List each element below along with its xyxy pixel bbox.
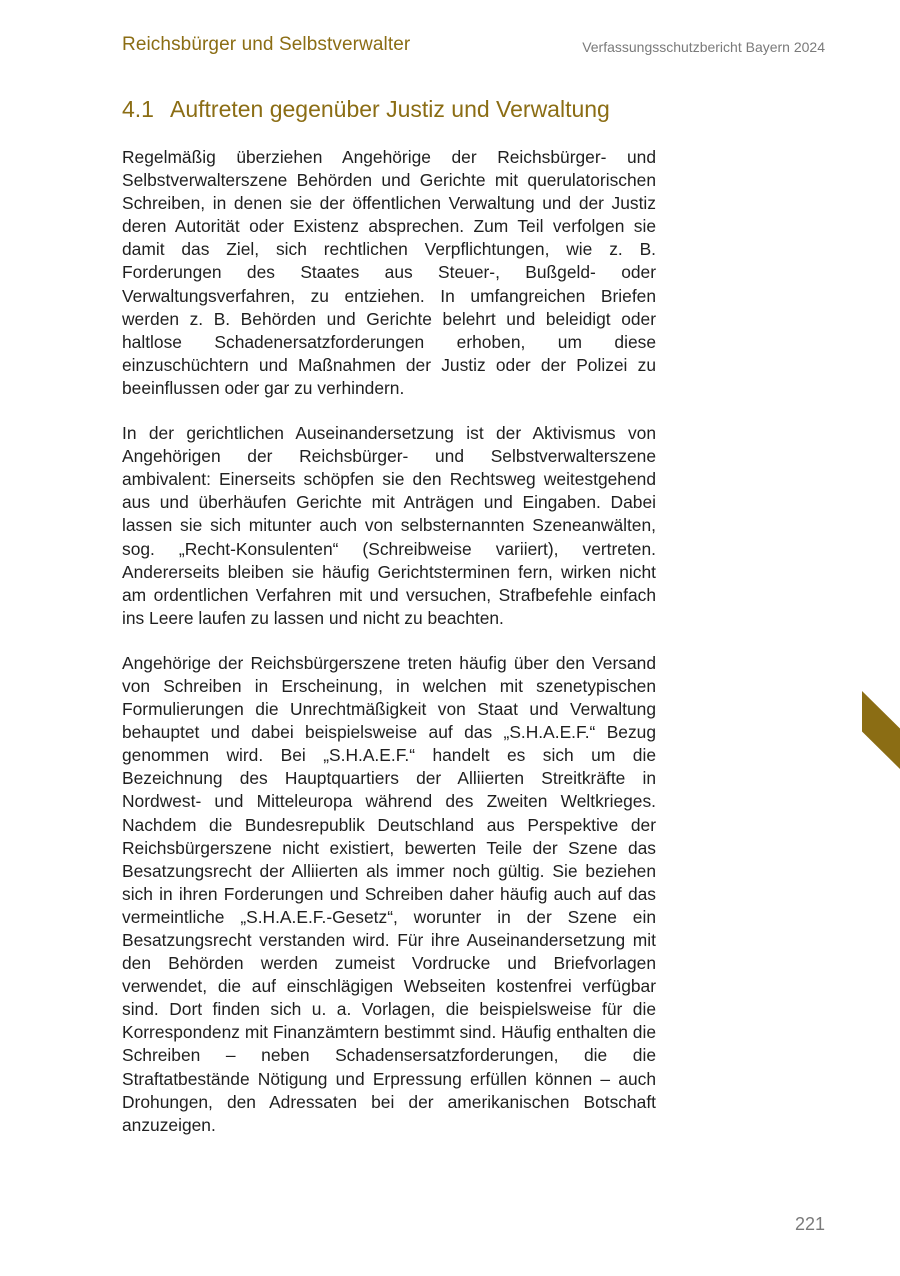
chapter-tab-marker xyxy=(862,691,900,769)
section-title: Auftreten gegenüber Justiz und Verwaltung xyxy=(170,96,610,122)
report-title: Verfassungsschutzbericht Bayern 2024 xyxy=(582,39,825,55)
running-title: Reichsbürger und Selbstverwalter xyxy=(122,34,411,55)
section-number: 4.1 xyxy=(122,96,154,122)
paragraph: Angehörige der Reichsbürgerszene treten häufig über den Versand von Schreiben in Erscheinung, in welchen mit szenetypischen Formulierungen die Unrechtmäßigkeit von Staat und Verwaltung behauptet und dabei beispielsweise auf das „S.H.A.E.F.“ Bezug genommen wird. Bei „S.H.A.E.F.“ handelt es sich um die Bezeichnung des Hauptquartiers der Alliierten Streitkräfte in Nordwest- und Mitteleuropa während des Zweiten Weltkrieges. Nachdem die Bundesrepublik Deutschland aus Perspektive der Reichsbürgerszene nicht existiert, bewerten Teile der Szene das Besatzungsrecht der Alliierten als immer noch gültig. Sie beziehen sich in ihren Forderungen und Schreiben daher häufig auch auf das vermeintliche „S.H.A.E.F.-Gesetz“, worunter in der Szene ein Besatzungsrecht verstanden wird. Für ihre Auseinandersetzung mit den Behörden werden zumeist Vordrucke und Briefvorlagen verwendet, die auf einschlägigen Webseiten kostenfrei verfügbar sind. Dort finden sich u. a. Vorlagen, die beispielsweise für die Korrespondenz mit Finanzämtern bestimmt sind. Häufig enthalten die Schreiben – neben Schadensersatzforderungen, die die Straftatbestände Nötigung und Erpressung erfüllen können – auch Drohungen, den Adressaten bei der amerikanischen Botschaft anzuzeigen. xyxy=(122,652,656,1135)
paragraph: In der gerichtlichen Auseinandersetzung ist der Aktivismus von Angehörigen der Reichsbürger- und Selbstverwalterszene ambivalent: Einerseits schöpfen sie den Rechtsweg weitestgehend aus und überhäufen Gerichte mit Anträgen und Eingaben. Dabei lassen sie sich mitunter auch von selbsternannten Szeneanwälten, sog. „Recht-Konsulenten“ (Schreibweise variiert), vertreten. Andererseits bleiben sie häufig Gerichtsterminen fern, wirken nicht am ordentlichen Verfahren mit und versuchen, Strafbefehle einfach ins Leere laufen zu lassen und nicht zu beachten. xyxy=(122,423,656,628)
page-number: 221 xyxy=(794,1214,825,1234)
body-text xyxy=(122,146,656,1159)
section-heading xyxy=(122,96,682,123)
paragraph: Regelmäßig überziehen Angehörige der Reichsbürger- und Selbstverwalterszene Behörden und Gerichte mit querulatorischen Schreiben, in denen sie der öffentlichen Verwaltung und der Justiz deren Autorität oder Existenz absprechen. Zum Teil verfolgen sie damit das Ziel, sich rechtlichen Verpflichtungen, wie z. B. Forderungen des Staates aus Steuer-, Bußgeld- oder Verwaltungsverfahren, zu entziehen. In umfangreichen Briefen werden z. B. Behörden und Gerichte belehrt und beleidigt oder haltlose Schadenersatzforderungen erhoben, um diese einzuschüchtern und Maßnahmen der Justiz oder der Polizei zu beeinflussen oder gar zu verhindern. xyxy=(122,147,656,398)
